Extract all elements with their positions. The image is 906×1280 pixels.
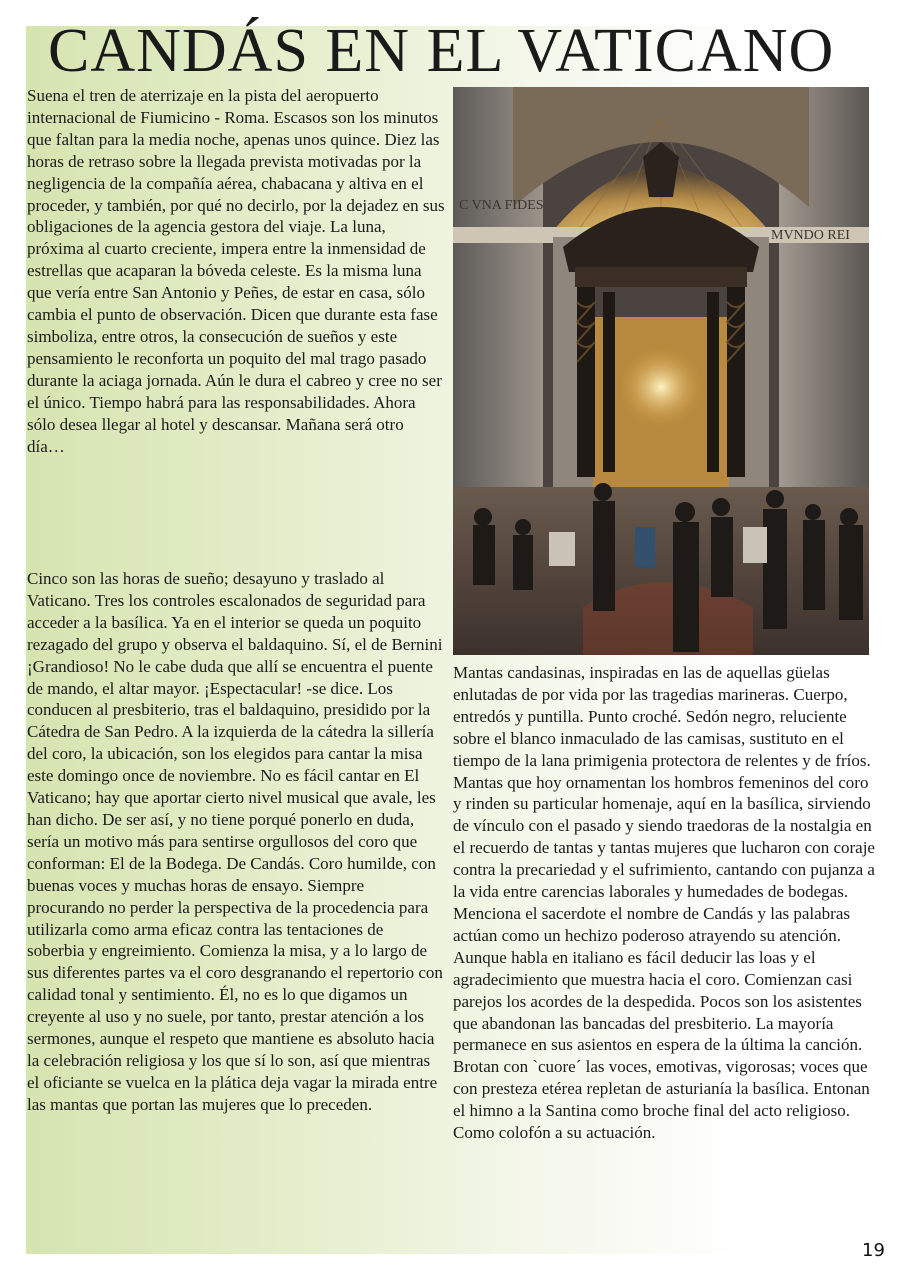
page-number: 19 xyxy=(862,1240,885,1261)
inscription-left: C VNA FIDES xyxy=(459,198,544,213)
basilica-photo xyxy=(453,87,869,655)
article-paragraph-3: Mantas candasinas, inspiradas en las de aquellas güelas enlutadas de por vida por las tragedias marineras. Cuerpo, entredós y puntilla. Punto croché. Sedón negro, reluciente sobre el blanco inmaculado de las camisas, sustituto en el tiempo de la lana primigenia protectora de relentes y de fríos. Mantas que hoy ornamentan los hombros femeninos del coro y rinden su particular homenaje, aquí en la basílica, sirviendo de vínculo con el pasado y siendo traedoras de la nostalgia en el recuerdo de tantas y tantas mujeres que lucharon con coraje contra la precariedad y el sufrimiento, cantando con pujanza a la vida entre carencias laborales y humedades de bodegas. Menciona el sacerdote el nombre de Candás y las palabras actúan como un hechizo poderoso atrayendo su atención. Aunque habla en italiano es fácil deducir las loas y el agradecimiento que muestra hacia el coro. Comienzan casi parejos los acordes de la despedida. Pocos son los asistentes que abandonan las bancadas del presbiterio. La mayoría permanece en sus asientos en espera de la última la canción. Brotan con `cuore´ las voces, emotivas, vigorosas; voces que con presteza etérea repletan de asturianía la basílica. Entonan el himno a la Santina como broche final del acto religioso. Como colofón a su actuación. xyxy=(453,663,875,1143)
article-paragraph-2: Cinco son las horas de sueño; desayuno y traslado al Vaticano. Tres los controles escalonados de seguridad para acceder a la basílica. Ya en el interior se queda un poquito rezagado del grupo y observa el baldaquino. Sí, el de Bernini ¡Grandioso! No le cabe duda que allí se encuentra el puente de mando, el altar mayor. ¡Espectacular! -se dice. Los conducen al presbiterio, tras el baldaquino, presidido por la Cátedra de San Pedro. A la izquierda de la cátedra la sillería del coro, la ubicación, son los elegidos para cantar la misa este domingo once de noviembre. No es fácil cantar en El Vaticano; hay que aportar cierto nivel musical que avale, les han dicho. De ser así, y no tiene porqué ponerlo en duda, sería un motivo más para sentirse orgullosos del coro que conforman: El de la Bodega. De Candás. Coro humilde, con buenas voces y muchas horas de ensayo. Siempre procurando no perder la perspectiva de la procedencia para utilizarla como arma eficaz contra las tentaciones de soberbia y engreimiento. Comienza la misa, y a lo largo de sus diferentes partes va el coro desgranando el repertorio con calidad tonal y sentimiento. Él, no es lo que digamos un creyente al uso y no suele, por tanto, prestar atención a los sermones, aunque el respeto que mantiene es absoluto hacia la celebración religiosa y los que sí lo son, así que mientras el oficiante se vuelca en la plática deja vagar la mirada entre las mantas que portan las mujeres que lo preceden. xyxy=(27,569,443,1114)
inscription-right: MVNDO REI xyxy=(771,228,850,243)
article-title: CANDÁS EN EL VATICANO xyxy=(48,17,835,85)
article-paragraph-1: Suena el tren de aterrizaje en la pista del aeropuerto internacional de Fiumicino - Roma. Escasos son los minutos que faltan para la media noche, apenas unos quince. Diez las horas de retraso sobre la llegada prevista motivadas por la negligencia de la compañía aérea, chabacana y altiva en el proceder, y también, por qué no decirlo, por la dejadez en sus obligaciones de la agencia gestora del viaje. La luna, próxima al cuarto creciente, impera entre la inmensidad de estrellas que acaparan la bóveda celeste. Es la misma luna que vería entre San Antonio y Peñes, de estar en casa, sólo cambia el punto de observación. Dicen que durante esta fase simboliza, entre otros, la consecución de sueños y este pensamiento le reconforta un poquito del mal trago pasado durante la aciaga jornada. Aún le dura el cabreo y cree no ser el único. Tiempo habrá para las responsabilidades. Ahora sólo desea llegar al hotel y descansar. Mañana será otro día… xyxy=(27,86,445,456)
